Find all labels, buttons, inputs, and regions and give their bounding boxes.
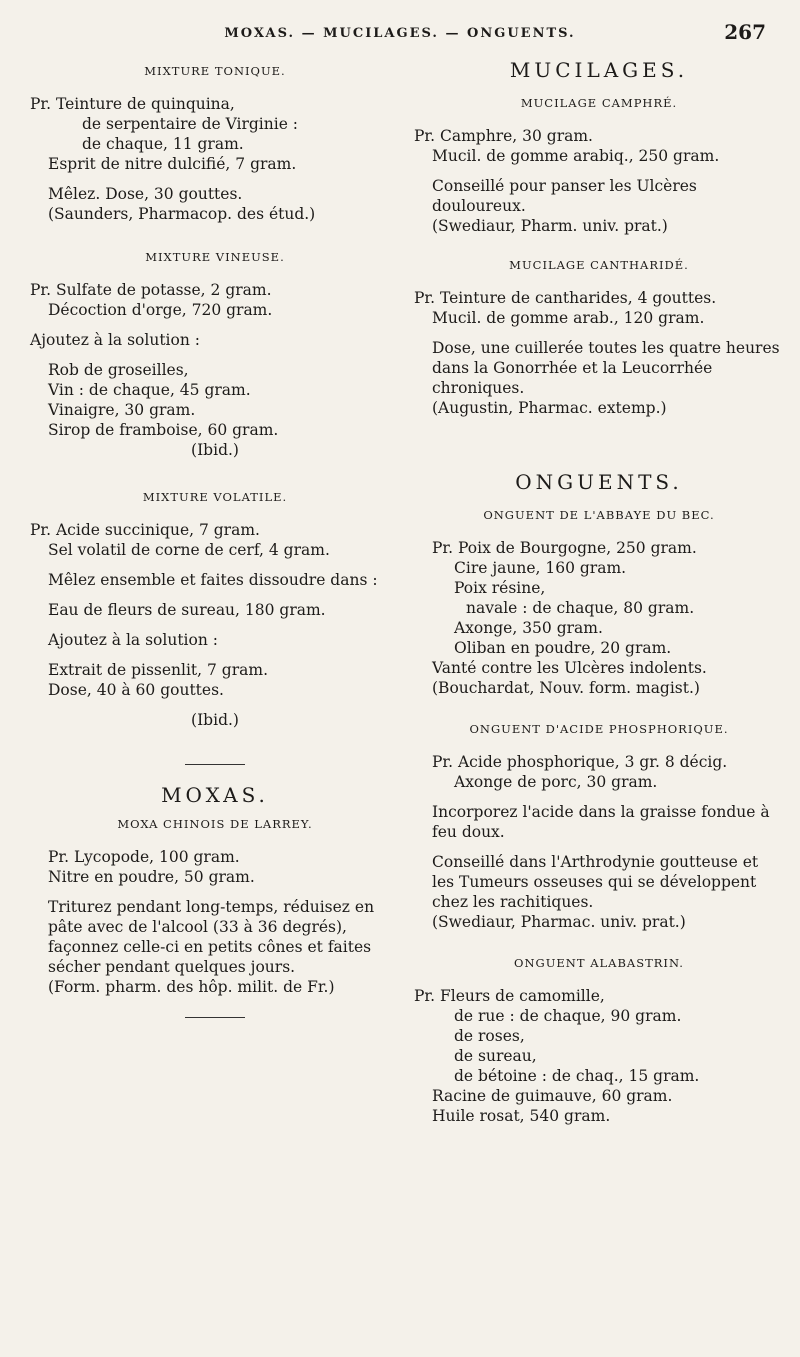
recipe-line: Oliban en poudre, 20 gram. (454, 639, 672, 657)
recipe-line: de bétoine : de chaq., 15 gram. (454, 1067, 700, 1085)
recipe-line: Ajoutez à la solution : (30, 331, 200, 349)
citation: (Ibid.) (191, 441, 239, 459)
section-heading: MIXTURE VOLATILE. (142, 490, 288, 504)
recipe-line: Pr. Acide succinique, 7 gram. (30, 521, 260, 539)
section-divider (185, 764, 245, 765)
section-heading: ONGUENT DE L'ABBAYE DU BEC. (483, 508, 715, 522)
recipe-line: Rob de groseilles, (48, 361, 189, 379)
recipe-line: de chaque, 11 gram. (82, 135, 244, 153)
citation: (Augustin, Pharmac. extemp.) (432, 399, 667, 417)
page-number: 267 (724, 20, 766, 44)
recipe-line: Pr. Acide phosphorique, 3 gr. 8 décig. (432, 753, 728, 771)
recipe-line: Conseillé dans l'Arthrodynie goutteuse et les Tumeurs osseuses qui se développent chez les rachitiques. (432, 853, 759, 911)
recipe-line: Axonge, 350 gram. (454, 619, 603, 637)
recipe-line: de rue : de chaque, 90 gram. (454, 1007, 682, 1025)
recipe-line: Sirop de framboise, 60 gram. (48, 421, 279, 439)
recipe-line: Pr. Camphre, 30 gram. (414, 127, 593, 145)
recipe-line: Pr. Teinture de quinquina, (30, 95, 235, 113)
section-heading: MIXTURE VINEUSE. (145, 250, 285, 264)
recipe-line: Axonge de porc, 30 gram. (454, 773, 658, 791)
recipe-line: Conseillé pour panser les Ulcères douloureux. (432, 177, 697, 215)
recipe-line: Racine de guimauve, 60 gram. (432, 1087, 673, 1105)
running-title: MOXAS. — MUCILAGES. — ONGUENTS. (224, 26, 576, 41)
recipe-line: Sel volatil de corne de cerf, 4 gram. (48, 541, 330, 559)
recipe-line: Mêlez. Dose, 30 gouttes. (48, 185, 243, 203)
citation: (Swediaur, Pharm. univ. prat.) (432, 217, 668, 235)
recipe-line: Pr. Poix de Bourgogne, 250 gram. (432, 539, 697, 557)
recipe-line: Esprit de nitre dulcifié, 7 gram. (48, 155, 297, 173)
section-heading: MUCILAGE CANTHARIDÉ. (509, 258, 689, 272)
recipe-line: Dose, 40 à 60 gouttes. (48, 681, 224, 699)
citation: (Form. pharm. des hôp. milit. de Fr.) (48, 978, 335, 996)
section-title: MUCILAGES. (509, 58, 689, 82)
section-divider (185, 1017, 245, 1018)
recipe-line: Dose, une cuillerée toutes les quatre heures dans la Gonorrhée et la Leucorrhée chroniques. (432, 339, 780, 397)
recipe-line: de serpentaire de Virginie : (82, 115, 299, 133)
recipe-line: de sureau, (454, 1047, 537, 1065)
running-header (0, 8, 800, 42)
recipe-line: Vin : de chaque, 45 gram. (48, 381, 251, 399)
recipe-line: Décoction d'orge, 720 gram. (48, 301, 273, 319)
section-heading: MIXTURE TONIQUE. (144, 64, 286, 78)
recipe-line: Triturez pendant long-temps, réduisez en pâte avec de l'alcool (33 à 36 degrés), façonnez celle-ci en petits cônes et faites sécher pendant quelques jours. (48, 898, 375, 976)
section-title: MOXAS. (161, 783, 269, 807)
citation: (Ibid.) (191, 711, 239, 729)
right-column (414, 44, 784, 1126)
recipe-line: de roses, (454, 1027, 525, 1045)
recipe-line: Ajoutez à la solution : (48, 631, 218, 649)
recipe-line: Vanté contre les Ulcères indolents. (432, 659, 707, 677)
recipe-line: Eau de fleurs de sureau, 180 gram. (48, 601, 326, 619)
recipe-line: Huile rosat, 540 gram. (432, 1107, 611, 1125)
citation: (Bouchardat, Nouv. form. magist.) (432, 679, 700, 697)
section-heading: ONGUENT D'ACIDE PHOSPHORIQUE. (469, 722, 729, 736)
recipe-line: Pr. Fleurs de camomille, (414, 987, 605, 1005)
recipe-line: Cire jaune, 160 gram. (454, 559, 627, 577)
recipe-line: Mucil. de gomme arabiq., 250 gram. (432, 147, 720, 165)
section-heading: MOXA CHINOIS DE LARREY. (117, 817, 313, 831)
recipe-line: Pr. Sulfate de potasse, 2 gram. (30, 281, 272, 299)
citation: (Swediaur, Pharmac. univ. prat.) (432, 913, 686, 931)
recipe-line: Nitre en poudre, 50 gram. (48, 868, 255, 886)
recipe-line: Poix résine, (454, 579, 546, 597)
recipe-line: Incorporez l'acide dans la graisse fondue à feu doux. (432, 803, 770, 841)
recipe-line: Mêlez ensemble et faites dissoudre dans : (48, 571, 378, 589)
recipe-line: Pr. Teinture de cantharides, 4 gouttes. (414, 289, 717, 307)
citation: (Saunders, Pharmacop. des étud.) (48, 205, 316, 223)
recipe-line: Pr. Lycopode, 100 gram. (48, 848, 240, 866)
section-heading: MUCILAGE CAMPHRÉ. (520, 96, 678, 110)
section-title: ONGUENTS. (515, 470, 683, 494)
recipe-line: Vinaigre, 30 gram. (48, 401, 196, 419)
recipe-line: Mucil. de gomme arab., 120 gram. (432, 309, 705, 327)
recipe-line: navale : de chaque, 80 gram. (466, 599, 695, 617)
section-heading: ONGUENT ALABASTRIN. (514, 956, 684, 970)
left-column (30, 44, 400, 1036)
recipe-line: Extrait de pissenlit, 7 gram. (48, 661, 268, 679)
